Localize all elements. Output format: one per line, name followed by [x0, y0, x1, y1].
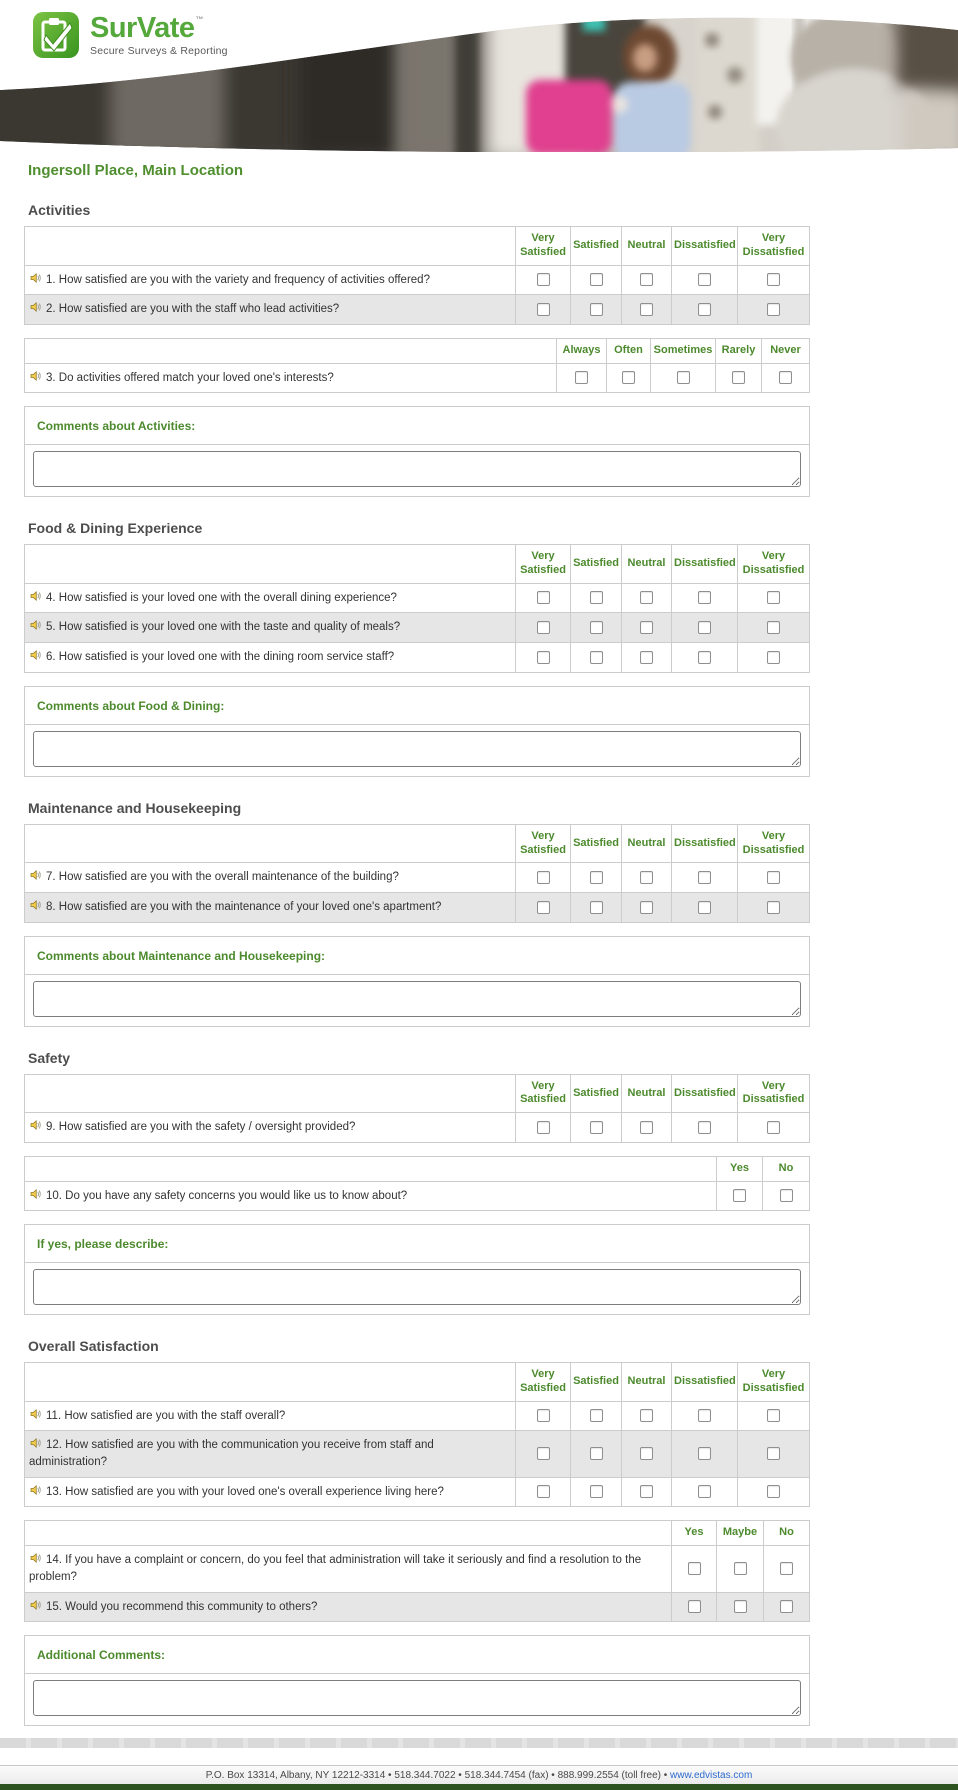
q12-satisfied-checkbox[interactable] — [590, 1447, 603, 1460]
question-cell — [25, 1546, 672, 1592]
section-activities — [24, 202, 810, 497]
maintenance-and-housekeeping-comments-textarea[interactable] — [33, 981, 801, 1017]
q14-yes-checkbox[interactable] — [688, 1562, 701, 1575]
answer-cell — [672, 265, 738, 295]
q7-satisfied-checkbox[interactable] — [590, 871, 603, 884]
footer-bar — [0, 1765, 958, 1784]
column-header-always: Always — [557, 338, 607, 363]
comment-block-activities — [24, 406, 810, 497]
q13-neutral-checkbox[interactable] — [640, 1485, 653, 1498]
answer-cell — [571, 1113, 622, 1143]
q10-no-checkbox[interactable] — [780, 1189, 793, 1202]
column-header-neutral: Neutral — [622, 227, 672, 266]
q5-very-dissatisfied-checkbox[interactable] — [767, 621, 780, 634]
q14-maybe-checkbox[interactable] — [734, 1562, 747, 1575]
q11-dissatisfied-checkbox[interactable] — [698, 1409, 711, 1422]
comment-label: Additional Comments: — [25, 1636, 809, 1674]
answer-cell — [571, 295, 622, 325]
q1-satisfied-checkbox[interactable] — [590, 273, 603, 286]
answer-cell — [571, 583, 622, 613]
question-cell — [25, 583, 516, 613]
answer-cell — [571, 1477, 622, 1507]
q6-very-dissatisfied-checkbox[interactable] — [767, 651, 780, 664]
question-cell — [25, 892, 516, 922]
q2-satisfied-checkbox[interactable] — [590, 303, 603, 316]
q5-satisfied-checkbox[interactable] — [590, 621, 603, 634]
question-text: 14. If you have a complaint or concern, do you feel that administration will take it seriously and find a resolution to the problem? — [29, 1554, 642, 1583]
answer-cell — [716, 363, 762, 393]
q14-no-checkbox[interactable] — [780, 1562, 793, 1575]
question-cell — [25, 265, 516, 295]
q4-dissatisfied-checkbox[interactable] — [698, 591, 711, 604]
q9-very-dissatisfied-checkbox[interactable] — [767, 1121, 780, 1134]
header-banner — [0, 0, 958, 152]
question-cell — [25, 1477, 516, 1507]
column-header-neutral: Neutral — [622, 1363, 672, 1402]
safety-comments-textarea[interactable] — [33, 1269, 801, 1305]
column-header-very-dissatisfied: Very Dissatisfied — [738, 824, 810, 863]
q15-no-checkbox[interactable] — [780, 1600, 793, 1613]
section-title: Overall Satisfaction — [28, 1338, 159, 1355]
answer-cell — [672, 295, 738, 325]
column-header-very-satisfied: Very Satisfied — [516, 1363, 571, 1402]
q4-very-dissatisfied-checkbox[interactable] — [767, 591, 780, 604]
column-header-satisfied: Satisfied — [571, 545, 622, 584]
answer-cell — [672, 892, 738, 922]
answer-cell — [763, 1181, 810, 1211]
column-header-very-satisfied: Very Satisfied — [516, 824, 571, 863]
question-text: 12. How satisfied are you with the communication you receive from staff and administration? — [29, 1439, 434, 1469]
q5-very-satisfied-checkbox[interactable] — [537, 621, 550, 634]
survate-clipboard-icon — [32, 11, 80, 59]
question-cell — [25, 363, 557, 393]
answer-cell — [738, 1431, 810, 1477]
section-safety — [24, 1050, 810, 1316]
speaker-icon[interactable] — [29, 1552, 42, 1564]
q13-very-satisfied-checkbox[interactable] — [537, 1485, 550, 1498]
section-title: Food & Dining Experience — [28, 520, 203, 537]
q11-satisfied-checkbox[interactable] — [590, 1409, 603, 1422]
survey-content — [24, 152, 810, 1730]
speaker-icon[interactable] — [29, 1119, 42, 1131]
column-header-very-dissatisfied: Very Dissatisfied — [738, 1074, 810, 1113]
q15-maybe-checkbox[interactable] — [734, 1600, 747, 1613]
question-column-header — [25, 1074, 516, 1113]
answer-cell — [738, 295, 810, 325]
column-header-yes: Yes — [672, 1521, 717, 1546]
q8-very-dissatisfied-checkbox[interactable] — [767, 901, 780, 914]
question-text: 11. How satisfied are you with the staff overall? — [46, 1409, 286, 1422]
speaker-icon[interactable] — [29, 1408, 42, 1420]
question-column-header — [25, 824, 516, 863]
section-title: Maintenance and Housekeeping — [28, 799, 242, 816]
section-food-dining-experience — [24, 520, 810, 777]
question-row — [25, 1401, 810, 1431]
column-header-maybe: Maybe — [717, 1521, 764, 1546]
q3-sometimes-checkbox[interactable] — [677, 371, 690, 384]
question-cell — [25, 613, 516, 643]
answer-cell — [571, 892, 622, 922]
question-row — [25, 1477, 810, 1507]
frequency-table — [24, 338, 810, 393]
comment-label: If yes, please describe: — [25, 1225, 809, 1263]
question-column-header — [25, 1363, 516, 1402]
section-maintenance-and-housekeeping — [24, 800, 810, 1027]
q2-very-satisfied-checkbox[interactable] — [537, 303, 550, 316]
question-row — [25, 613, 810, 643]
column-header-no: No — [763, 1156, 810, 1181]
question-cell — [25, 1592, 672, 1622]
overall-satisfaction-comments-textarea[interactable] — [33, 1680, 801, 1716]
q5-neutral-checkbox[interactable] — [640, 621, 653, 634]
answer-cell — [516, 643, 571, 673]
answer-cell — [738, 583, 810, 613]
q13-dissatisfied-checkbox[interactable] — [698, 1485, 711, 1498]
answer-cell — [571, 613, 622, 643]
question-cell — [25, 295, 516, 325]
q8-very-satisfied-checkbox[interactable] — [537, 901, 550, 914]
q9-neutral-checkbox[interactable] — [640, 1121, 653, 1134]
question-text: 9. How satisfied are you with the safety / oversight provided? — [46, 1121, 356, 1134]
answer-cell — [516, 295, 571, 325]
q4-very-satisfied-checkbox[interactable] — [537, 591, 550, 604]
column-header-satisfied: Satisfied — [571, 1363, 622, 1402]
question-row — [25, 583, 810, 613]
answer-cell — [516, 265, 571, 295]
column-header-satisfied: Satisfied — [571, 227, 622, 266]
question-cell — [25, 863, 516, 893]
speaker-icon[interactable] — [29, 869, 42, 881]
q13-satisfied-checkbox[interactable] — [590, 1485, 603, 1498]
column-header-very-dissatisfied: Very Dissatisfied — [738, 1363, 810, 1402]
answer-cell — [738, 1477, 810, 1507]
comment-area — [25, 445, 809, 496]
speaker-icon[interactable] — [29, 649, 42, 661]
column-header-rarely: Rarely — [716, 338, 762, 363]
food-dining-experience-comments-textarea[interactable] — [33, 731, 801, 767]
q7-dissatisfied-checkbox[interactable] — [698, 871, 711, 884]
q3-always-checkbox[interactable] — [575, 371, 588, 384]
column-header-no: No — [764, 1521, 810, 1546]
answer-cell — [764, 1592, 810, 1622]
brand-name: SurVate — [90, 11, 195, 44]
column-header-very-satisfied: Very Satisfied — [516, 545, 571, 584]
q3-rarely-checkbox[interactable] — [732, 371, 745, 384]
column-header-neutral: Neutral — [622, 824, 672, 863]
answer-cell — [622, 1431, 672, 1477]
comment-label: Comments about Maintenance and Housekeeping: — [25, 937, 809, 975]
yes-maybe-no-table — [24, 1520, 810, 1622]
q5-dissatisfied-checkbox[interactable] — [698, 621, 711, 634]
answer-cell — [516, 892, 571, 922]
answer-cell — [607, 363, 651, 393]
survate-logo — [32, 11, 228, 59]
q3-never-checkbox[interactable] — [779, 371, 792, 384]
satisfaction-table — [24, 544, 810, 673]
speaker-icon[interactable] — [29, 1484, 42, 1496]
q11-very-dissatisfied-checkbox[interactable] — [767, 1409, 780, 1422]
q7-neutral-checkbox[interactable] — [640, 871, 653, 884]
column-header-neutral: Neutral — [622, 545, 672, 584]
q6-satisfied-checkbox[interactable] — [590, 651, 603, 664]
answer-cell — [571, 1431, 622, 1477]
answer-cell — [738, 1401, 810, 1431]
answer-cell — [571, 643, 622, 673]
answer-cell — [672, 1592, 717, 1622]
sections-root — [24, 202, 810, 1726]
answer-cell — [622, 643, 672, 673]
question-text: 1. How satisfied are you with the variety and frequency of activities offered? — [46, 273, 430, 286]
question-row — [25, 1181, 810, 1211]
comment-area — [25, 1674, 809, 1725]
comment-block-safety — [24, 1224, 810, 1315]
comment-area — [25, 975, 809, 1026]
answer-cell — [516, 613, 571, 643]
question-cell — [25, 1181, 717, 1211]
q12-very-dissatisfied-checkbox[interactable] — [767, 1447, 780, 1460]
question-column-header — [25, 1521, 672, 1546]
answer-cell — [672, 1401, 738, 1431]
answer-cell — [622, 863, 672, 893]
q1-neutral-checkbox[interactable] — [640, 273, 653, 286]
column-header-sometimes: Sometimes — [651, 338, 716, 363]
question-text: 2. How satisfied are you with the staff who lead activities? — [46, 303, 340, 316]
answer-cell — [738, 613, 810, 643]
q9-satisfied-checkbox[interactable] — [590, 1121, 603, 1134]
comment-block-overall-satisfaction — [24, 1635, 810, 1726]
question-text: 4. How satisfied is your loved one with the overall dining experience? — [46, 591, 397, 604]
question-cell — [25, 1113, 516, 1143]
answer-cell — [622, 1477, 672, 1507]
answer-cell — [764, 1546, 810, 1592]
answer-cell — [672, 1546, 717, 1592]
comment-label: Comments about Activities: — [25, 407, 809, 445]
column-header-very-dissatisfied: Very Dissatisfied — [738, 545, 810, 584]
speaker-icon[interactable] — [29, 1188, 42, 1200]
q3-often-checkbox[interactable] — [622, 371, 635, 384]
q1-very-satisfied-checkbox[interactable] — [537, 273, 550, 286]
question-row — [25, 863, 810, 893]
speaker-icon[interactable] — [29, 370, 42, 382]
answer-cell — [672, 613, 738, 643]
answer-cell — [651, 363, 716, 393]
q2-very-dissatisfied-checkbox[interactable] — [767, 303, 780, 316]
comment-block-food-dining-experience — [24, 686, 810, 777]
section-overall-satisfaction — [24, 1338, 810, 1726]
question-text: 3. Do activities offered match your loved one's interests? — [46, 371, 334, 384]
column-header-satisfied: Satisfied — [571, 1074, 622, 1113]
q2-dissatisfied-checkbox[interactable] — [698, 303, 711, 316]
answer-cell — [622, 1113, 672, 1143]
q2-neutral-checkbox[interactable] — [640, 303, 653, 316]
answer-cell — [557, 363, 607, 393]
answer-cell — [516, 1401, 571, 1431]
question-text: 7. How satisfied are you with the overall maintenance of the building? — [46, 871, 399, 884]
question-row — [25, 295, 810, 325]
question-column-header — [25, 545, 516, 584]
q4-satisfied-checkbox[interactable] — [590, 591, 603, 604]
question-row — [25, 1592, 810, 1622]
satisfaction-table — [24, 1362, 810, 1507]
answer-cell — [738, 643, 810, 673]
question-text: 6. How satisfied is your loved one with the dining room service staff? — [46, 651, 395, 664]
column-header-never: Never — [762, 338, 810, 363]
section-title: Activities — [28, 202, 91, 218]
question-cell — [25, 643, 516, 673]
answer-cell — [571, 1401, 622, 1431]
column-header-often: Often — [607, 338, 651, 363]
content-end-divider — [0, 1738, 958, 1748]
satisfaction-table — [24, 226, 810, 325]
speaker-icon[interactable] — [29, 1437, 42, 1449]
footer-address: P.O. Box 13314, Albany, NY 12212-3314 • 518.344.7022 • 518.344.7454 (fax) • 888.999.2554 (toll free) • — [205, 1770, 671, 1781]
column-header-dissatisfied: Dissatisfied — [672, 1363, 738, 1402]
column-header-neutral: Neutral — [622, 1074, 672, 1113]
section-title: Safety — [28, 1049, 71, 1066]
q10-yes-checkbox[interactable] — [733, 1189, 746, 1202]
q6-neutral-checkbox[interactable] — [640, 651, 653, 664]
q15-yes-checkbox[interactable] — [688, 1600, 701, 1613]
speaker-icon[interactable] — [29, 301, 42, 313]
question-row — [25, 363, 810, 393]
trademark-symbol: ™ — [195, 14, 204, 24]
answer-cell — [516, 863, 571, 893]
question-cell — [25, 1401, 516, 1431]
q6-dissatisfied-checkbox[interactable] — [698, 651, 711, 664]
q12-dissatisfied-checkbox[interactable] — [698, 1447, 711, 1460]
answer-cell — [622, 265, 672, 295]
column-header-dissatisfied: Dissatisfied — [672, 824, 738, 863]
q12-neutral-checkbox[interactable] — [640, 1447, 653, 1460]
speaker-icon[interactable] — [29, 1599, 42, 1611]
answer-cell — [516, 1477, 571, 1507]
column-header-very-dissatisfied: Very Dissatisfied — [738, 227, 810, 266]
edvistas-link[interactable]: www.edvistas.com — [670, 1770, 753, 1781]
answer-cell — [571, 863, 622, 893]
q8-neutral-checkbox[interactable] — [640, 901, 653, 914]
question-text: 13. How satisfied are you with your loved one's overall experience living here? — [46, 1485, 444, 1498]
column-header-dissatisfied: Dissatisfied — [672, 545, 738, 584]
answer-cell — [738, 863, 810, 893]
q7-very-satisfied-checkbox[interactable] — [537, 871, 550, 884]
question-row — [25, 1546, 810, 1592]
q4-neutral-checkbox[interactable] — [640, 591, 653, 604]
question-text: 5. How satisfied is your loved one with the taste and quality of meals? — [46, 621, 401, 634]
answer-cell — [717, 1546, 764, 1592]
q9-dissatisfied-checkbox[interactable] — [698, 1121, 711, 1134]
speaker-icon[interactable] — [29, 899, 42, 911]
q9-very-satisfied-checkbox[interactable] — [537, 1121, 550, 1134]
column-header-very-satisfied: Very Satisfied — [516, 227, 571, 266]
answer-cell — [571, 265, 622, 295]
answer-cell — [672, 1113, 738, 1143]
answer-cell — [762, 363, 810, 393]
answer-cell — [717, 1181, 763, 1211]
answer-cell — [516, 583, 571, 613]
column-header-dissatisfied: Dissatisfied — [672, 1074, 738, 1113]
question-column-header — [25, 227, 516, 266]
answer-cell — [516, 1113, 571, 1143]
comment-label: Comments about Food & Dining: — [25, 687, 809, 725]
q11-very-satisfied-checkbox[interactable] — [537, 1409, 550, 1422]
answer-cell — [516, 1431, 571, 1477]
column-header-very-satisfied: Very Satisfied — [516, 1074, 571, 1113]
question-text: 10. Do you have any safety concerns you would like us to know about? — [46, 1189, 408, 1202]
q13-very-dissatisfied-checkbox[interactable] — [767, 1485, 780, 1498]
column-header-satisfied: Satisfied — [571, 824, 622, 863]
column-header-yes: Yes — [717, 1156, 763, 1181]
answer-cell — [738, 265, 810, 295]
q11-neutral-checkbox[interactable] — [640, 1409, 653, 1422]
question-cell — [25, 1431, 516, 1477]
answer-cell — [717, 1592, 764, 1622]
q7-very-dissatisfied-checkbox[interactable] — [767, 871, 780, 884]
answer-cell — [672, 863, 738, 893]
answer-cell — [622, 892, 672, 922]
q8-satisfied-checkbox[interactable] — [590, 901, 603, 914]
question-row — [25, 1431, 810, 1477]
question-column-header — [25, 338, 557, 363]
brand-tagline: Secure Surveys & Reporting — [90, 44, 228, 57]
comment-area — [25, 725, 809, 776]
question-row — [25, 643, 810, 673]
question-row — [25, 892, 810, 922]
answer-cell — [738, 1113, 810, 1143]
speaker-icon[interactable] — [29, 272, 42, 284]
q8-dissatisfied-checkbox[interactable] — [698, 901, 711, 914]
q12-very-satisfied-checkbox[interactable] — [537, 1447, 550, 1460]
answer-cell — [672, 1431, 738, 1477]
answer-cell — [738, 892, 810, 922]
speaker-icon[interactable] — [29, 619, 42, 631]
page-title: Ingersoll Place, Main Location — [28, 162, 244, 179]
footer — [0, 1765, 958, 1790]
satisfaction-table — [24, 1074, 810, 1143]
answer-cell — [622, 613, 672, 643]
answer-cell — [622, 583, 672, 613]
answer-cell — [672, 643, 738, 673]
question-column-header — [25, 1156, 717, 1181]
q1-very-dissatisfied-checkbox[interactable] — [767, 273, 780, 286]
question-row — [25, 1113, 810, 1143]
question-row — [25, 265, 810, 295]
answer-cell — [622, 295, 672, 325]
answer-cell — [672, 1477, 738, 1507]
question-text: 8. How satisfied are you with the maintenance of your loved one's apartment? — [46, 900, 442, 913]
q1-dissatisfied-checkbox[interactable] — [698, 273, 711, 286]
comment-block-maintenance-and-housekeeping — [24, 936, 810, 1027]
answer-cell — [672, 583, 738, 613]
question-text: 15. Would you recommend this community to others? — [46, 1600, 318, 1613]
column-header-dissatisfied: Dissatisfied — [672, 227, 738, 266]
yes-no-table — [24, 1156, 810, 1211]
answer-cell — [622, 1401, 672, 1431]
satisfaction-table — [24, 824, 810, 923]
activities-comments-textarea[interactable] — [33, 451, 801, 487]
comment-area — [25, 1263, 809, 1314]
speaker-icon[interactable] — [29, 590, 42, 602]
footer-green-bar — [0, 1784, 958, 1790]
q6-very-satisfied-checkbox[interactable] — [537, 651, 550, 664]
